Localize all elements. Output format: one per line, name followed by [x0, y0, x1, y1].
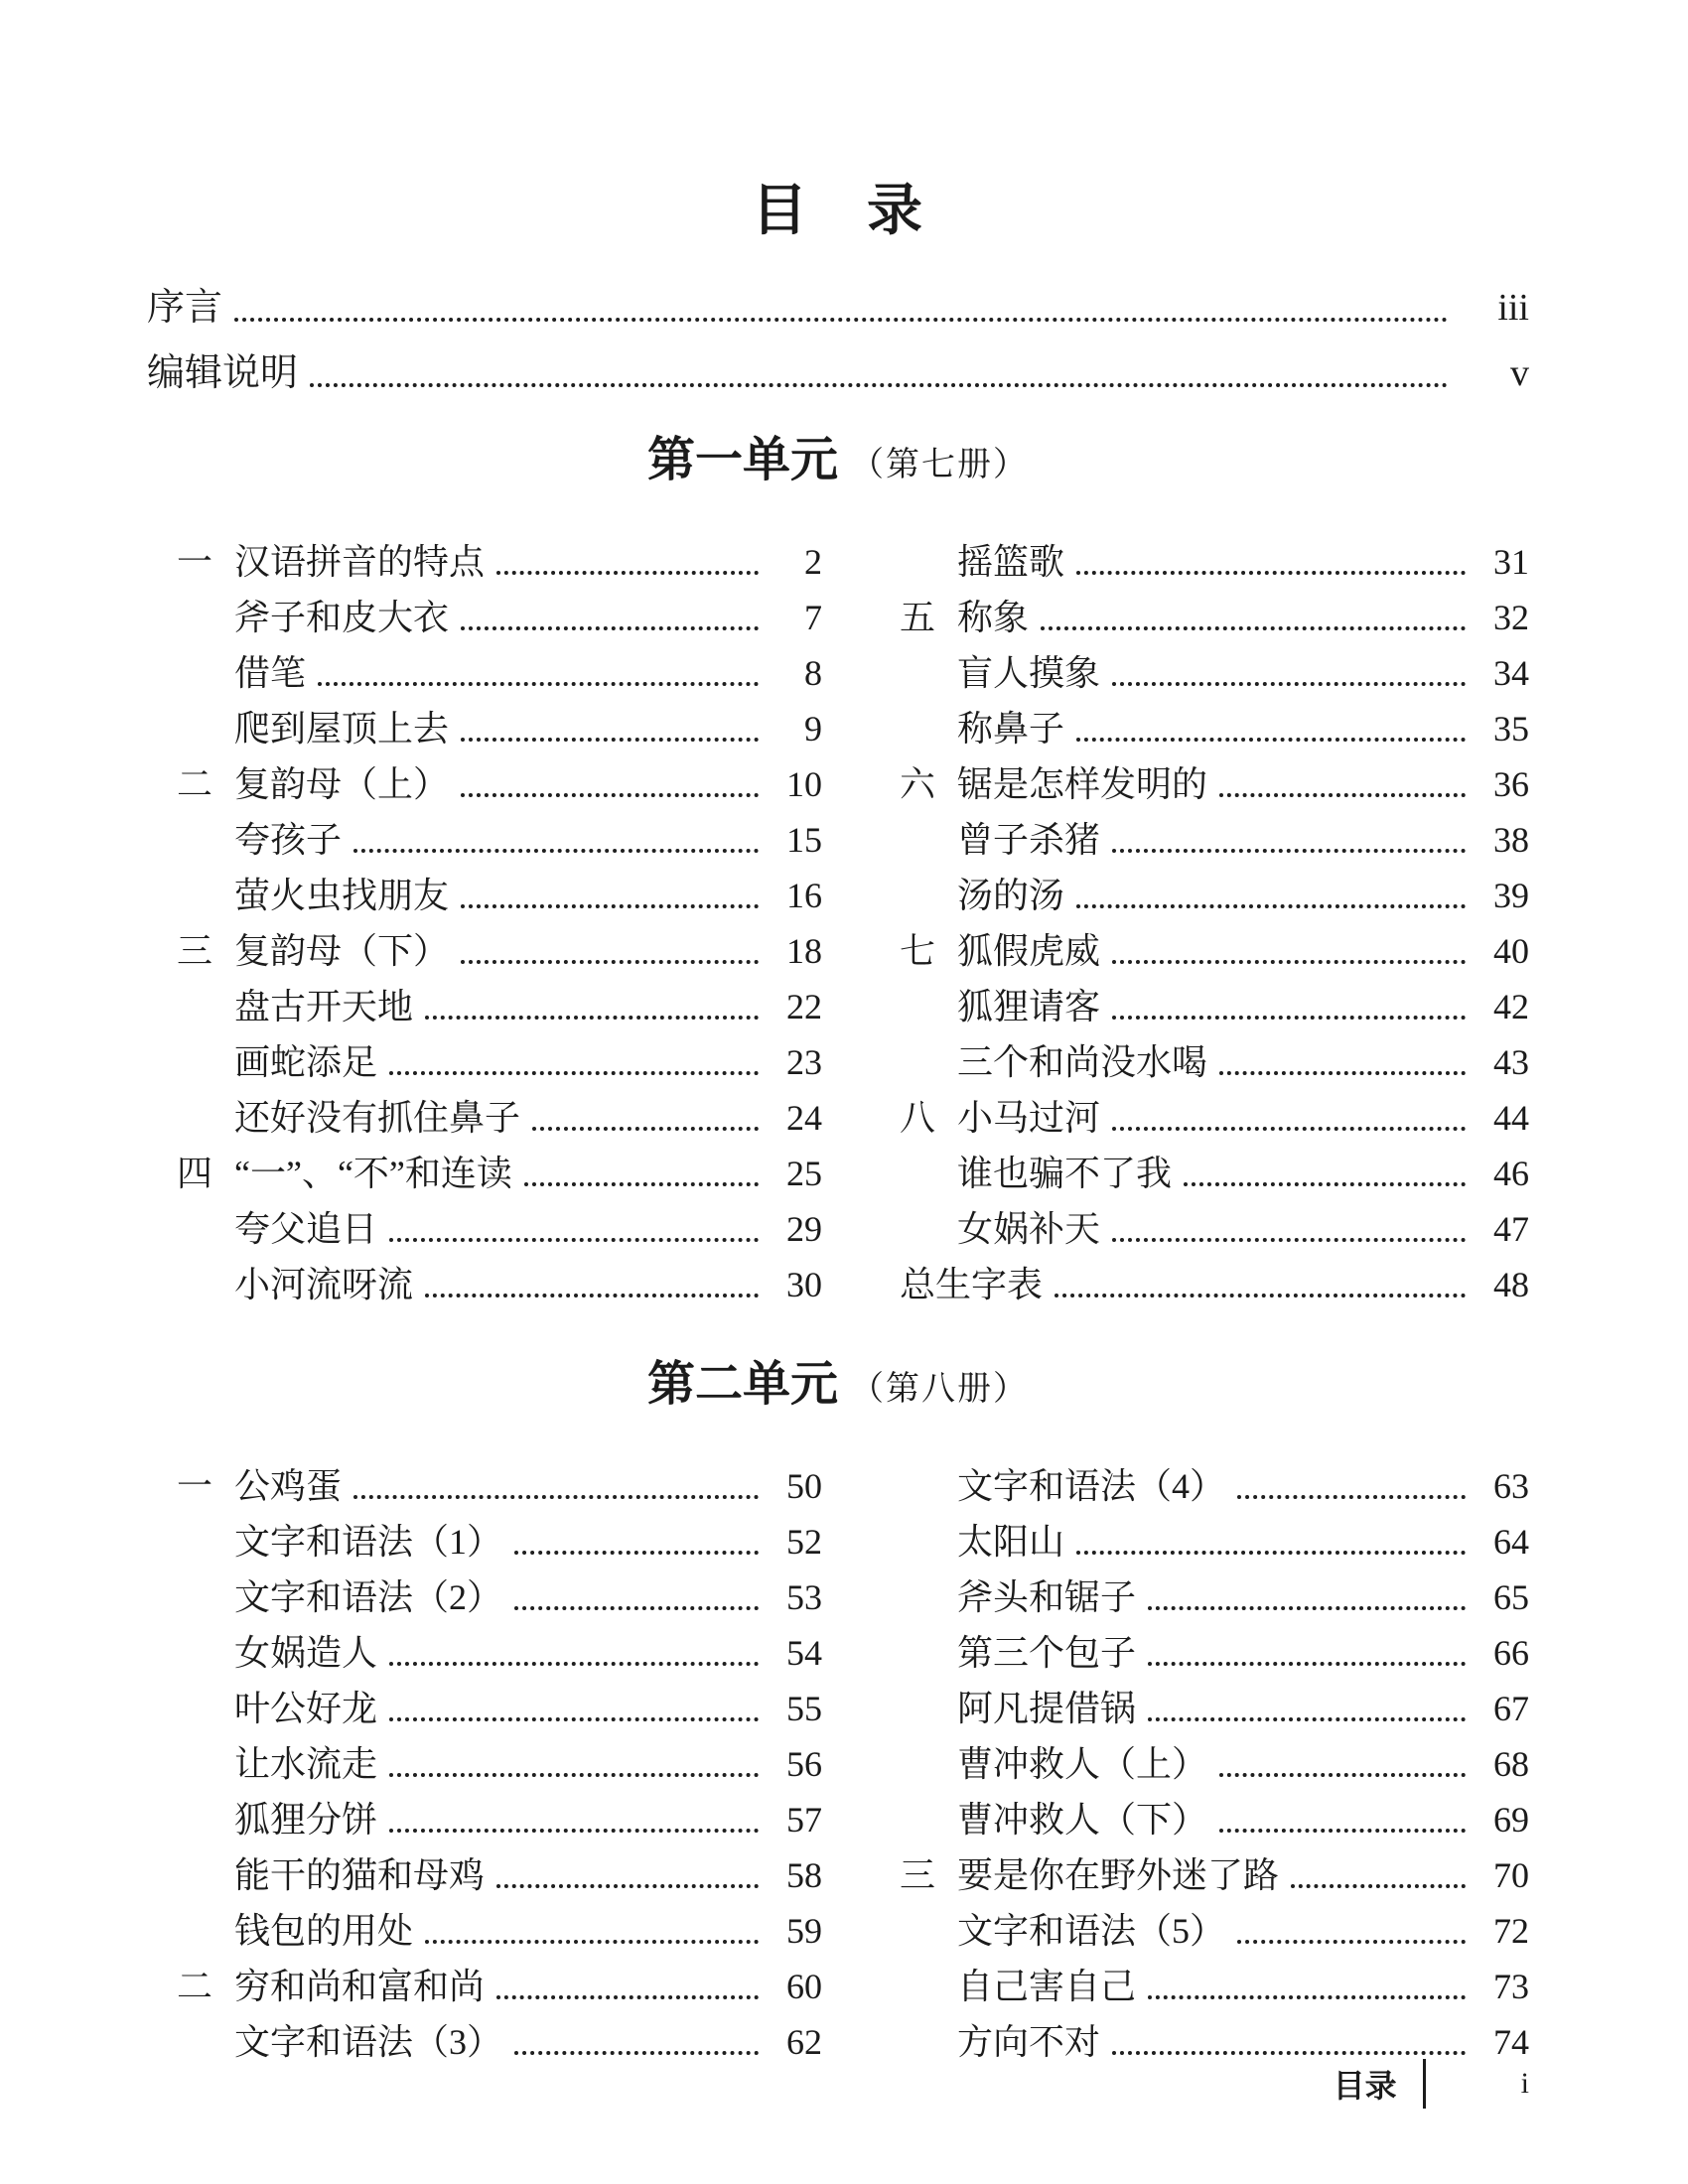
- dot-leader: [389, 1662, 759, 1666]
- toc-entry-page: 7: [804, 598, 822, 637]
- dot-leader: [234, 318, 1448, 322]
- dot-leader: [1055, 1294, 1466, 1297]
- toc-entry-page: 16: [786, 876, 822, 915]
- toc-entry-page: 63: [1493, 1466, 1529, 1506]
- toc-entry-title: 爬到屋顶上去: [234, 709, 450, 749]
- toc-entry: [900, 930, 1529, 972]
- unit-1-volume: （第七册）: [850, 447, 1029, 483]
- dot-leader: [461, 960, 759, 964]
- toc-entry: [177, 652, 822, 694]
- toc-entry-page: 48: [1493, 1265, 1529, 1304]
- toc-entry-page: 36: [1493, 764, 1529, 804]
- toc-entry: [177, 541, 822, 583]
- dot-leader: [532, 1127, 759, 1131]
- toc-entry: [177, 597, 822, 638]
- toc-entry-page: 50: [786, 1466, 822, 1506]
- dot-leader: [524, 1182, 759, 1186]
- toc-entry-title: 能干的猫和母鸡: [234, 1855, 486, 1895]
- toc-entry-title: 叶公好龙: [234, 1689, 378, 1728]
- toc-entry-title: 女娲补天: [957, 1209, 1101, 1249]
- toc-entry: [177, 1264, 822, 1305]
- toc-entry-title: 复韵母（下）: [234, 931, 450, 971]
- unit-2-section: [147, 1353, 1529, 2077]
- page-footer: [1334, 2059, 1529, 2109]
- toc-entry: [177, 1521, 822, 1563]
- toc-entry: [177, 763, 822, 805]
- toc-entry-page: 52: [786, 1522, 822, 1562]
- dot-leader: [1076, 738, 1466, 742]
- toc-entry-page: 2: [804, 542, 822, 582]
- toc-entry-number: 一: [177, 542, 213, 582]
- unit-2-left-column: [147, 1465, 822, 2077]
- toc-entry-title: “一”、“不”和连读: [234, 1154, 512, 1193]
- dot-leader: [1148, 1717, 1466, 1721]
- toc-entry: [900, 1632, 1529, 1674]
- toc-entry-title: 文字和语法（3）: [234, 2022, 503, 2062]
- toc-entry-page: 68: [1493, 1744, 1529, 1784]
- toc-entry: [177, 1208, 822, 1250]
- toc-entry-page: 65: [1493, 1577, 1529, 1617]
- toc-entry-page: 66: [1493, 1633, 1529, 1673]
- dot-leader: [1112, 1238, 1466, 1242]
- toc-entry: [177, 1743, 822, 1785]
- dot-leader: [425, 1940, 759, 1944]
- footer-page-number: i: [1520, 2067, 1529, 2100]
- toc-entry-title: 夸孩子: [234, 820, 343, 860]
- toc-entry-title: 公鸡蛋: [234, 1466, 343, 1506]
- dot-leader: [1291, 1884, 1466, 1888]
- toc-entry: [900, 1966, 1529, 2007]
- toc-entry-number: 三: [900, 1855, 936, 1895]
- toc-entry-page: 70: [1493, 1855, 1529, 1895]
- toc-entry: [900, 875, 1529, 916]
- toc-entry-title: 文字和语法（2）: [234, 1577, 503, 1617]
- toc-entry-title: 要是你在野外迷了路: [957, 1855, 1280, 1895]
- toc-entry-title: 小马过河: [957, 1098, 1101, 1138]
- toc-entry: [177, 1966, 822, 2007]
- dot-leader: [310, 383, 1448, 387]
- dot-leader: [1237, 1940, 1466, 1944]
- toc-entry-page: 29: [786, 1209, 822, 1249]
- dot-leader: [461, 626, 759, 630]
- dot-leader: [1219, 1773, 1466, 1777]
- dot-leader: [353, 1495, 759, 1499]
- toc-entry-number: 五: [900, 598, 936, 637]
- toc-entry-title: 曹冲救人（下）: [957, 1800, 1208, 1840]
- dot-leader: [514, 1551, 759, 1555]
- toc-entry-title: 文字和语法（4）: [957, 1466, 1226, 1506]
- toc-entry: [900, 1576, 1529, 1618]
- toc-entry-page: 72: [1493, 1911, 1529, 1951]
- toc-entry-title: 狐狸分饼: [234, 1800, 378, 1840]
- toc-entry: [900, 1041, 1529, 1083]
- dot-leader: [1148, 1995, 1466, 1999]
- toc-entry-page: 47: [1493, 1209, 1529, 1249]
- toc-entry-title: 文字和语法（5）: [957, 1911, 1226, 1951]
- toc-entry-title: 称鼻子: [957, 709, 1065, 749]
- toc-entry-page: 60: [786, 1967, 822, 2006]
- toc-entry-page: 30: [786, 1265, 822, 1304]
- toc-entry-page: 10: [786, 764, 822, 804]
- toc-entry-title: 穷和尚和富和尚: [234, 1967, 486, 2006]
- dot-leader: [1112, 849, 1466, 853]
- dot-leader: [1112, 2051, 1466, 2055]
- toc-entry-title: 狐狸请客: [957, 987, 1101, 1026]
- toc-entry-page: 9: [804, 709, 822, 749]
- toc-entry: [177, 1153, 822, 1194]
- toc-entry-number: 二: [177, 1967, 213, 2006]
- toc-entry: [177, 986, 822, 1027]
- toc-entry-number: 二: [177, 764, 213, 804]
- toc-entry-title: 第三个包子: [957, 1633, 1137, 1673]
- toc-entry-page: 62: [786, 2022, 822, 2062]
- dot-leader: [1041, 626, 1466, 630]
- toc-entry: [177, 2021, 822, 2063]
- toc-entry-title: 汉语拼音的特点: [234, 542, 486, 582]
- toc-entry-title: 女娲造人: [234, 1633, 378, 1673]
- toc-entry-page: 38: [1493, 820, 1529, 860]
- toc-entry-title: 斧头和锯子: [957, 1577, 1137, 1617]
- dot-leader: [389, 1829, 759, 1833]
- toc-entry-page: 31: [1493, 542, 1529, 582]
- dot-leader: [1219, 793, 1466, 797]
- dot-leader: [425, 1016, 759, 1020]
- toc-entry-number: 一: [177, 1466, 213, 1506]
- unit-1-columns: [147, 541, 1529, 1319]
- toc-entry-title: 狐假虎威: [957, 931, 1101, 971]
- toc-entry-title: 斧子和皮大衣: [234, 598, 450, 637]
- toc-entry-page: 57: [786, 1800, 822, 1840]
- dot-leader: [1112, 682, 1466, 686]
- toc-entry-title: 曾子杀猪: [957, 820, 1101, 860]
- unit-2-columns: [147, 1465, 1529, 2077]
- toc-entry: [900, 1688, 1529, 1729]
- footer-section-label: 目录: [1333, 2068, 1397, 2104]
- toc-entry-page: iii: [1497, 287, 1529, 329]
- toc-entry-number: 四: [177, 1154, 213, 1193]
- unit-1-section: [147, 429, 1529, 1319]
- toc-entry: [900, 2021, 1529, 2063]
- toc-entry-title: 钱包的用处: [234, 1911, 414, 1951]
- toc-entry-page: 23: [786, 1042, 822, 1082]
- dot-leader: [1219, 1829, 1466, 1833]
- toc-entry: [900, 1910, 1529, 1952]
- toc-entry: [900, 1264, 1529, 1305]
- toc-entry: [177, 1097, 822, 1139]
- dot-leader: [1112, 1016, 1466, 1020]
- toc-entry-page: 22: [786, 987, 822, 1026]
- toc-entry: [900, 541, 1529, 583]
- toc-entry-page: 24: [786, 1098, 822, 1138]
- toc-entry: [900, 1799, 1529, 1841]
- toc-entry-title: 文字和语法（1）: [234, 1522, 503, 1562]
- unit-2-right-column: [900, 1465, 1529, 2077]
- dot-leader: [1184, 1182, 1466, 1186]
- toc-entry-title: 编辑说明: [147, 352, 299, 394]
- toc-entry-page: 40: [1493, 931, 1529, 971]
- toc-entry-page: 55: [786, 1689, 822, 1728]
- unit-2-title: 第二单元: [646, 1358, 838, 1411]
- toc-entry-title: 序言: [147, 287, 223, 329]
- dot-leader: [461, 793, 759, 797]
- dot-leader: [1076, 1551, 1466, 1555]
- toc-entry-page: 74: [1493, 2022, 1529, 2062]
- dot-leader: [1148, 1662, 1466, 1666]
- dot-leader: [1148, 1606, 1466, 1610]
- toc-entry: [177, 708, 822, 750]
- dot-leader: [1076, 571, 1466, 575]
- toc-entry-page: 35: [1493, 709, 1529, 749]
- toc-entry: [177, 1041, 822, 1083]
- toc-entry-title: 三个和尚没水喝: [957, 1042, 1208, 1082]
- toc-entry-page: 53: [786, 1577, 822, 1617]
- toc-entry: [900, 1743, 1529, 1785]
- toc-entry: [900, 597, 1529, 638]
- dot-leader: [1237, 1495, 1466, 1499]
- toc-entry: [177, 875, 822, 916]
- toc-entry: [900, 1153, 1529, 1194]
- dot-leader: [353, 849, 759, 853]
- toc-entry: [147, 351, 1529, 395]
- toc-entry-page: 34: [1493, 653, 1529, 693]
- toc-entry-title: 阿凡提借锅: [957, 1689, 1137, 1728]
- unit-1-left-column: [147, 541, 822, 1319]
- toc-entry: [900, 819, 1529, 861]
- toc-entry-page: 54: [786, 1633, 822, 1673]
- toc-entry-page: 25: [786, 1154, 822, 1193]
- toc-entry-number: 六: [900, 764, 936, 804]
- toc-entry-title: 让水流走: [234, 1744, 378, 1784]
- toc-entry: [177, 1576, 822, 1618]
- unit-2-heading: [147, 1353, 1529, 1422]
- dot-leader: [318, 682, 759, 686]
- toc-entry: [900, 763, 1529, 805]
- dot-leader: [496, 1995, 759, 1999]
- unit-1-heading: [147, 429, 1529, 497]
- toc-entry-title: 复韵母（上）: [234, 764, 450, 804]
- toc-entry-page: 18: [786, 931, 822, 971]
- toc-entry-page: 64: [1493, 1522, 1529, 1562]
- toc-entry-title: 汤的汤: [957, 876, 1065, 915]
- dot-leader: [389, 1773, 759, 1777]
- toc-entry-page: 46: [1493, 1154, 1529, 1193]
- toc-entry: [177, 1799, 822, 1841]
- toc-entry-page: 59: [786, 1911, 822, 1951]
- toc-entry-page: 69: [1493, 1800, 1529, 1840]
- toc-entry-title: 方向不对: [957, 2022, 1101, 2062]
- dot-leader: [1076, 904, 1466, 908]
- dot-leader: [1112, 1127, 1466, 1131]
- toc-entry-title: 夸父追日: [234, 1209, 378, 1249]
- toc-entry: [900, 1208, 1529, 1250]
- toc-entry-title: 盘古开天地: [234, 987, 414, 1026]
- toc-entry-page: 42: [1493, 987, 1529, 1026]
- dot-leader: [461, 904, 759, 908]
- dot-leader: [461, 738, 759, 742]
- toc-entry: [177, 819, 822, 861]
- toc-entry-page: 43: [1493, 1042, 1529, 1082]
- toc-entry-number: 三: [177, 931, 213, 971]
- toc-entry-title: 借笔: [234, 653, 307, 693]
- dot-leader: [1112, 960, 1466, 964]
- toc-entry: [900, 1465, 1529, 1507]
- dot-leader: [1219, 1071, 1466, 1075]
- toc-entry-page: 58: [786, 1855, 822, 1895]
- toc-entry: [177, 1910, 822, 1952]
- unit-1-right-column: [900, 541, 1529, 1319]
- toc-entry: [177, 1688, 822, 1729]
- toc-entry: [900, 652, 1529, 694]
- toc-entry: [147, 286, 1529, 330]
- toc-entry-title: 画蛇添足: [234, 1042, 378, 1082]
- toc-entry-title: 萤火虫找朋友: [234, 876, 450, 915]
- toc-entry-title: 摇篮歌: [957, 542, 1065, 582]
- toc-entry-title: 谁也骗不了我: [957, 1154, 1173, 1193]
- toc-entry-title: 太阳山: [957, 1522, 1065, 1562]
- toc-entry: [900, 1854, 1529, 1896]
- dot-leader: [389, 1071, 759, 1075]
- dot-leader: [496, 571, 759, 575]
- toc-entry-title: 小河流呀流: [234, 1265, 414, 1304]
- toc-entry-number: 七: [900, 931, 936, 971]
- toc-entry-title: 还好没有抓住鼻子: [234, 1098, 521, 1138]
- toc-entry-page: 67: [1493, 1689, 1529, 1728]
- dot-leader: [514, 1606, 759, 1610]
- dot-leader: [389, 1717, 759, 1721]
- toc-entry-page: 39: [1493, 876, 1529, 915]
- unit-1-title: 第一单元: [646, 434, 838, 486]
- dot-leader: [389, 1238, 759, 1242]
- toc-entry-title: 总生字表: [900, 1265, 1044, 1304]
- toc-entry: [177, 1854, 822, 1896]
- toc-entry-page: 44: [1493, 1098, 1529, 1138]
- unit-2-volume: （第八册）: [850, 1371, 1029, 1408]
- dot-leader: [425, 1294, 759, 1297]
- toc-entry-page: 8: [804, 653, 822, 693]
- dot-leader: [514, 2051, 759, 2055]
- toc-entry-title: 曹冲救人（上）: [957, 1744, 1208, 1784]
- toc-entry-page: 32: [1493, 598, 1529, 637]
- dot-leader: [496, 1884, 759, 1888]
- toc-entry: [900, 708, 1529, 750]
- footer-divider: [1423, 2059, 1426, 2109]
- toc-entry: [900, 986, 1529, 1027]
- toc-entry: [177, 1465, 822, 1507]
- toc-entry-title: 盲人摸象: [957, 653, 1101, 693]
- toc-entry: [900, 1521, 1529, 1563]
- toc-entry-page: 15: [786, 820, 822, 860]
- toc-entry: [900, 1097, 1529, 1139]
- toc-entry-title: 锯是怎样发明的: [957, 764, 1208, 804]
- page-title: 目 录: [752, 181, 924, 242]
- toc-entry: [177, 930, 822, 972]
- toc-entry-page: v: [1510, 352, 1529, 394]
- toc-entry-page: 56: [786, 1744, 822, 1784]
- toc-entry: [177, 1632, 822, 1674]
- front-matter-list: [147, 286, 1529, 395]
- toc-entry-title: 自己害自己: [957, 1967, 1137, 2006]
- toc-entry-number: 八: [900, 1098, 936, 1138]
- toc-entry-title: 称象: [957, 598, 1030, 637]
- toc-entry-page: 73: [1493, 1967, 1529, 2006]
